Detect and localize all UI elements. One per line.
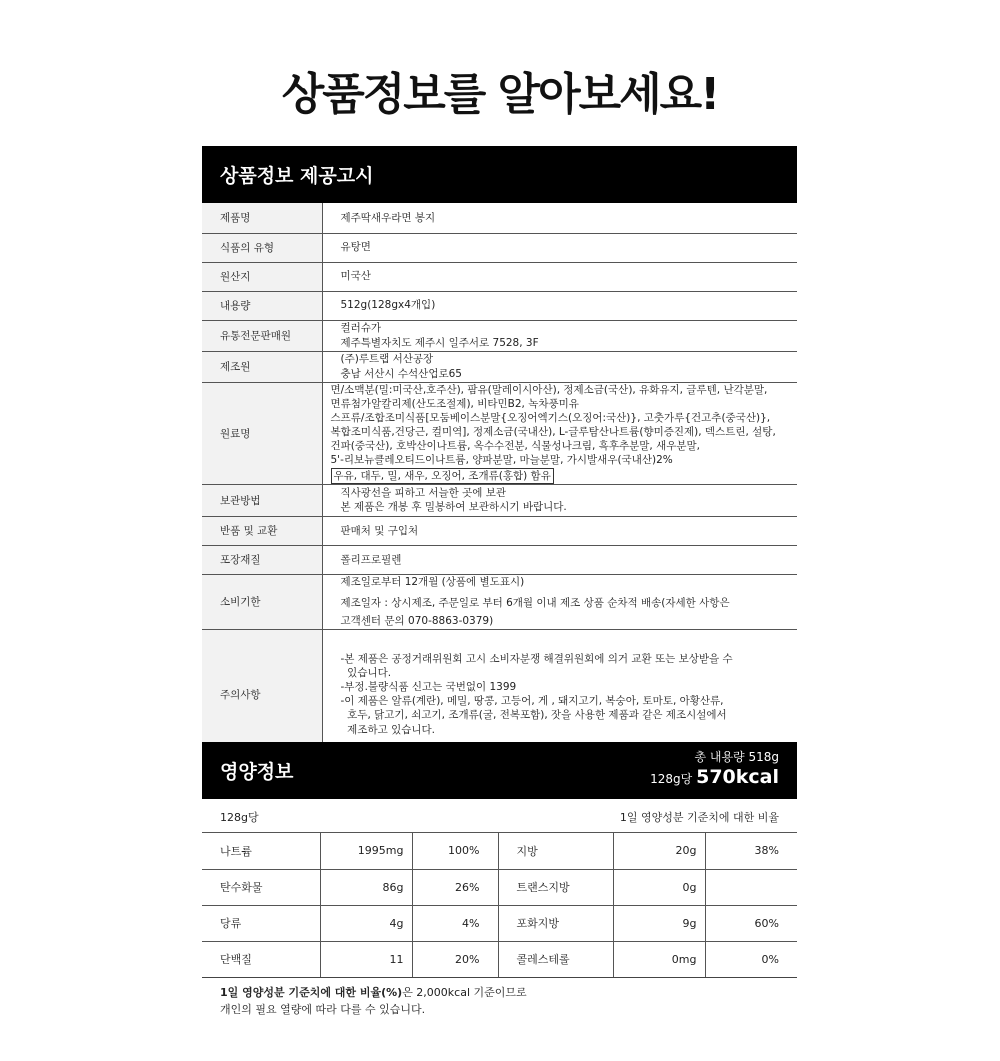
nutrient-name: 콜레스테롤 [498,941,613,977]
nutrient-percent: 26% [412,869,498,905]
nutrient-name: 트랜스지방 [498,869,613,905]
page-title: 상품정보를 알아보세요! [281,69,719,120]
info-label: 주의사항 [202,629,322,759]
footnote-rest: 은 2,000kcal 기준이므로 [402,986,527,999]
footnote-bold: 1일 영양성분 기준치에 대한 비율(%) [220,986,403,999]
info-label: 반품 및 교환 [202,516,322,545]
info-value-line: 호두, 닭고기, 쇠고기, 조개류(굴, 전복포함), 잣을 사용한 제품과 같은 제조시설에서 [340,709,727,722]
info-label: 제조원 [202,351,322,382]
info-value-line: 건파(중국산), 호박산이나트륨, 옥수수전분, 식물성나크림, 흑후추분말, 새우분말, [330,440,700,453]
daily-value-title: 1일 영양성분 기준치에 대한 비율 [619,811,779,824]
nutrient-percent: 60% [705,905,797,941]
info-label: 원료명 [202,382,322,484]
info-value-line: 512g(128gx4개입) [340,299,436,312]
info-value-line: 제주딱새우라면 봉지 [340,211,436,224]
nutrition-row [202,905,797,941]
info-row [202,574,797,629]
nutrient-name: 탄수화물 [202,869,320,905]
info-value [322,574,797,629]
nutrition-section [202,742,797,978]
info-value [322,629,797,759]
info-value [322,545,797,574]
per-serving-row [202,799,797,833]
nutrient-percent: 100% [412,833,498,869]
total-content: 총 내용량 518g [694,750,779,764]
info-value [322,203,797,233]
nutrient-percent: 20% [412,941,498,977]
info-row [202,351,797,382]
nutrient-name: 포화지방 [498,905,613,941]
info-value-line: 본 제품은 개봉 후 밀봉하여 보관하시기 바랍니다. [340,501,567,514]
info-value-line: -본 제품은 공정거래위원회 고시 소비자분쟁 해결위원회에 의거 교환 또는 보상받을 수 [340,652,733,665]
nutrient-percent: 38% [705,833,797,869]
nutrition-footnote [220,984,527,1018]
info-label: 포장재질 [202,545,322,574]
nutrition-header [202,742,797,799]
nutrient-amount: 0mg [613,941,705,977]
info-label: 제품명 [202,203,322,233]
product-info-header: 상품정보 제공고시 [202,146,797,203]
info-value-line: 미국산 [340,270,371,283]
nutrient-amount: 4g [320,905,412,941]
info-value-line: 제주특별자치도 제주시 일주서로 7528, 3F [340,336,539,349]
info-row [202,545,797,574]
info-value-line: 5'-리보뉴클레오티드이나트륨, 양파분말, 마늘분말, 가시발새우(국내산)2% [330,454,673,467]
nutrient-name: 단백질 [202,941,320,977]
info-value-line: 복합조미식품,건당근, 컬미역], 정제소금(국내산), L-글루탐산나트륨(향미증진제), 덱스트린, 설탕, [330,426,776,439]
info-value [322,382,797,484]
nutrient-percent: 4% [412,905,498,941]
info-value-line: 판매처 및 구입처 [340,524,419,537]
nutrition-row [202,869,797,905]
product-info-table [202,203,797,760]
info-row [202,516,797,545]
info-value [322,351,797,382]
info-value [322,320,797,351]
info-row [202,233,797,262]
info-value-line: 제조일로부터 12개월 (상품에 별도표시) [340,576,525,589]
nutrient-amount: 11 [320,941,412,977]
info-row [202,291,797,320]
info-value-line: -이 제품은 알류(계란), 메밀, 땅콩, 고등어, 게 , 돼지고기, 복숭아, 토마토, 아황산류, [340,695,724,708]
nutrient-percent [705,869,797,905]
nutrient-amount: 9g [613,905,705,941]
info-value-line: 고객센터 문의 070-8863-0379) [340,614,494,627]
nutrition-title: 영양정보 [220,761,294,783]
info-label: 유통전문판매원 [202,320,322,351]
info-label: 소비기한 [202,574,322,629]
per-serving-label: 128g당 [220,811,259,824]
nutrient-amount: 20g [613,833,705,869]
info-value-line: 스프류/조합조미식품[모둠베이스분말{오징어엑기스(오징어:국산)}, 고춧가루{건고추(중국산)}, [330,411,771,424]
info-value-line: 면/소맥분(밀:미국산,호주산), 팜유(말레이시아산), 정제소금(국산), 유화유지, 글루텐, 난각분말, [330,383,768,396]
nutrient-name: 지방 [498,833,613,869]
info-value [322,262,797,291]
info-value-line: (주)루트랩 서산공장 [340,353,434,366]
nutrient-amount: 0g [613,869,705,905]
info-row [202,262,797,291]
product-info-section [202,146,797,760]
info-row [202,629,797,759]
info-label: 식품의 유형 [202,233,322,262]
nutrition-row [202,833,797,869]
info-value-line: 폴리프로필렌 [340,553,402,566]
calories-per-label: 128g당 [650,772,693,786]
info-label: 내용량 [202,291,322,320]
info-value [322,516,797,545]
info-row [202,320,797,351]
footnote-line2: 개인의 필요 열량에 따라 다를 수 있습니다. [220,1003,426,1016]
nutrient-amount: 86g [320,869,412,905]
calories-value: 570kcal [696,766,779,788]
nutrient-name: 나트륨 [202,833,320,869]
info-value [322,484,797,516]
info-value [322,233,797,262]
info-value-line: 유탕면 [340,241,371,254]
info-value-line: -부정.불량식품 신고는 국번없이 1399 [340,681,517,694]
allergen-notice: 우유, 대두, 밀, 새우, 오징어, 조개류(홍합) 함유 [331,468,554,484]
info-value [322,291,797,320]
info-value-line: 직사광선을 피하고 서늘한 곳에 보관 [340,487,506,500]
calories-line [650,766,779,788]
nutrient-name: 당류 [202,905,320,941]
info-row [202,203,797,233]
info-value-line: 면류첨가알칼리제(산도조절제), 비타민B2, 녹차풍미유 [330,397,579,410]
info-value-line: 제조하고 있습니다. [340,723,435,736]
info-value-line: 충남 서산시 수석산업로65 [340,367,462,380]
nutrition-row [202,941,797,977]
info-value-line: 있습니다. [340,666,392,679]
nutrient-amount: 1995mg [320,833,412,869]
info-row [202,484,797,516]
info-value-line: 제조일자 : 상시제조, 주문일로 부터 6개월 이내 제조 상품 순차적 배송(자세한 사항은 [340,596,730,609]
info-value-line: 컬러슈가 [340,322,382,335]
info-label: 원산지 [202,262,322,291]
nutrient-percent: 0% [705,941,797,977]
info-label: 보관방법 [202,484,322,516]
nutrition-table [202,833,797,978]
info-row [202,382,797,484]
